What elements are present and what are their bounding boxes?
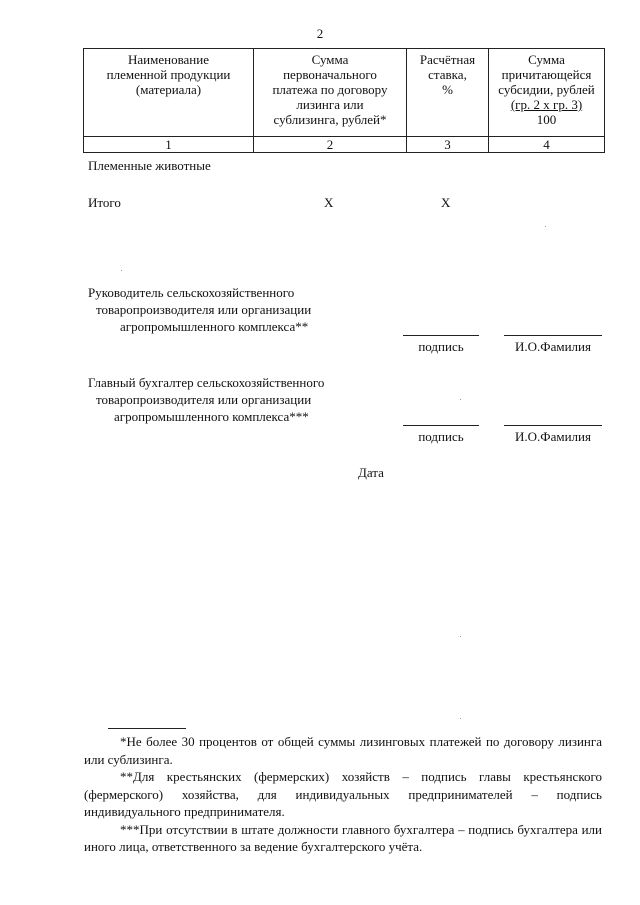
header-line: сублизинга, рублей*: [273, 112, 387, 127]
scan-speck: [460, 718, 461, 719]
footnote-separator: [108, 728, 186, 729]
head-signature-line: [403, 335, 479, 336]
header-line: Расчётная: [419, 52, 476, 67]
header-divisor: 100: [536, 112, 557, 127]
accountant-signature-title: [88, 374, 388, 425]
header-line: причитающейся: [501, 67, 592, 82]
column-number-row: [84, 137, 605, 153]
header-line: Сумма: [311, 52, 349, 67]
scan-speck: [460, 399, 461, 400]
total-col3-mark: X: [441, 195, 451, 210]
sig-title-line: агропромышленного комплекса***: [114, 409, 309, 424]
header-line: племенной продукции: [106, 67, 231, 82]
scan-speck: [460, 636, 461, 637]
sig-title-line: агропромышленного комплекса**: [120, 319, 309, 334]
footnote-1: *Не более 30 процентов от общей суммы лизинговых платежей по договору лизинга или сублизинга.: [84, 734, 602, 767]
accountant-name-line: [504, 425, 602, 426]
head-name-line: [504, 335, 602, 336]
row-label-total: Итого: [88, 195, 121, 210]
header-line: %: [442, 82, 453, 97]
table-header-row: [84, 49, 605, 137]
sig-title-line: товаропроизводителя или организации: [96, 302, 312, 317]
accountant-signature-line: [403, 425, 479, 426]
head-signature-caption: подпись: [418, 339, 464, 354]
header-line: первоначального: [283, 67, 377, 82]
column-number: 2: [254, 137, 407, 153]
scan-speck: [545, 226, 546, 227]
header-line: платежа по договору: [272, 82, 388, 97]
header-line: (материала): [135, 82, 202, 97]
header-line: ставка,: [428, 67, 467, 82]
date-label: Дата: [358, 465, 384, 480]
header-line: лизинга или: [296, 97, 364, 112]
total-col2-mark: X: [324, 195, 334, 210]
column-number: 3: [407, 137, 489, 153]
column-number: 1: [84, 137, 254, 153]
head-name-caption: И.О.Фамилия: [515, 339, 591, 354]
footnote-2: **Для крестьянских (фермерских) хозяйств – подпись главы крестьянского (фермерского) хозяйства, для индивидуальных предпринимателей – подпись индивидуального предпринимателя.: [84, 769, 602, 819]
scan-speck: [121, 270, 122, 271]
header-formula: (гр. 2 х гр. 3): [510, 97, 583, 112]
header-initial-payment: [254, 49, 407, 137]
column-number: 4: [489, 137, 605, 153]
subsidy-table: [83, 48, 605, 153]
footnotes: [84, 733, 602, 856]
head-signature-title: [88, 284, 388, 335]
header-rate: [407, 49, 489, 137]
sig-title-line: Руководитель сельскохозяйственного: [88, 285, 295, 300]
sig-title-line: товаропроизводителя или организации: [96, 392, 312, 407]
accountant-signature-caption: подпись: [418, 429, 464, 444]
header-line: субсидии, рублей: [498, 82, 595, 97]
row-label-breeding-animals: Племенные животные: [88, 158, 211, 173]
page-number: 2: [316, 26, 324, 41]
header-subsidy-amount: [489, 49, 605, 137]
header-line: Сумма: [528, 52, 565, 67]
header-product-name: [84, 49, 254, 137]
header-line: Наименование: [128, 52, 209, 67]
accountant-name-caption: И.О.Фамилия: [515, 429, 591, 444]
sig-title-line: Главный бухгалтер сельскохозяйственного: [88, 375, 325, 390]
footnote-3: ***При отсутствии в штате должности главного бухгалтера – подпись бухгалтера или иного лица, ответственного за ведение бухгалтерского учёта.: [84, 821, 602, 854]
